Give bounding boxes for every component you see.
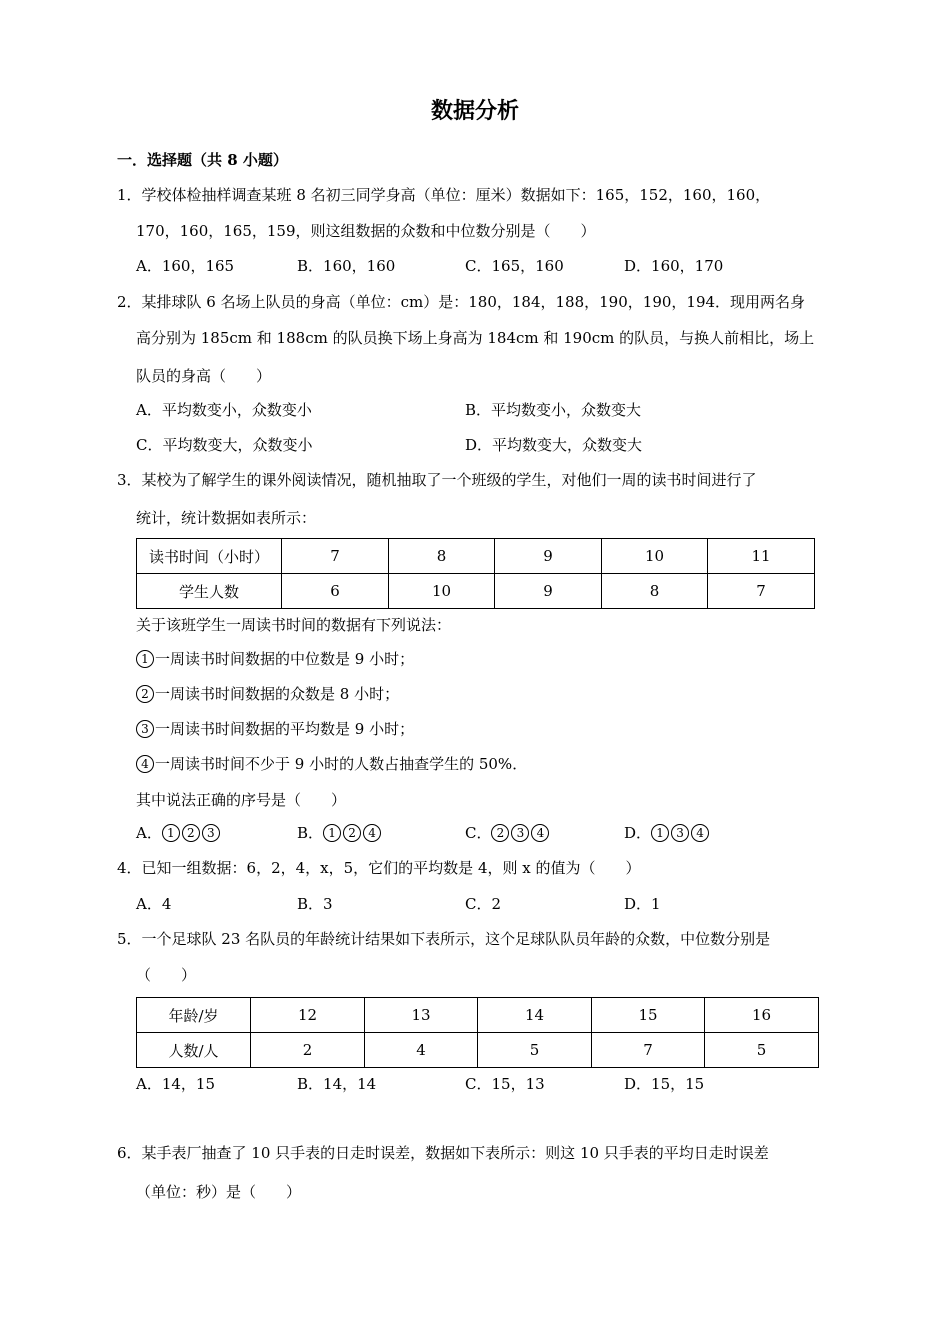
player-age-table — [136, 997, 819, 1068]
table-cell: 9 — [495, 539, 602, 574]
circled-number: 2 — [343, 824, 361, 842]
circled-number: 4 — [531, 824, 549, 842]
option-label: B． — [297, 824, 324, 842]
circled-number: 1 — [162, 824, 180, 842]
option-label: C． — [465, 824, 492, 842]
table-cell: 12 — [251, 998, 365, 1033]
table-cell: 7 — [708, 574, 815, 609]
q5-option-b: B．14，14 — [297, 1075, 377, 1093]
circled-number: 2 — [491, 824, 509, 842]
q1-option-a: A．160，165 — [136, 257, 235, 275]
q1-option-c: C．165，160 — [465, 257, 564, 275]
table-cell: 8 — [602, 574, 708, 609]
q5-text-line1: 5．一个足球队 23 名队员的年龄统计结果如下表所示，这个足球队队员年龄的众数，中位数分别是 — [117, 930, 771, 948]
table-cell: 5 — [705, 1033, 819, 1068]
q3-option-d — [624, 823, 711, 843]
q3-option-b — [297, 823, 383, 843]
circled-number: 3 — [511, 824, 529, 842]
page-title: 数据分析 — [430, 98, 519, 124]
reading-time-table — [136, 538, 815, 609]
q3-option-a — [136, 823, 222, 843]
q3-statement-4 — [136, 754, 527, 774]
q5-option-d: D．15，15 — [624, 1075, 705, 1093]
q1-text-line1: 1．学校体检抽样调查某班 8 名初三同学身高（单位：厘米）数据如下：165，152，160，160， — [117, 186, 771, 204]
statement-text: 一周读书时间数据的中位数是 9 小时； — [155, 650, 415, 668]
q1-option-b: B．160，160 — [297, 257, 396, 275]
statement-text: 一周读书时间数据的平均数是 9 小时； — [155, 720, 415, 738]
table-cell: 15 — [592, 998, 705, 1033]
q5-option-c: C．15，13 — [465, 1075, 545, 1093]
table-cell: 13 — [365, 998, 478, 1033]
circled-number: 1 — [651, 824, 669, 842]
table-cell: 2 — [251, 1033, 365, 1068]
circled-number: 3 — [671, 824, 689, 842]
table-cell: 7 — [592, 1033, 705, 1068]
q3-intro: 关于该班学生一周读书时间的数据有下列说法： — [136, 616, 452, 634]
q5-text-line2: （ ） — [136, 966, 197, 984]
q4-option-a: A．4 — [136, 895, 172, 913]
table-cell: 10 — [389, 574, 495, 609]
q6-text-line2: （单位：秒）是（ ） — [136, 1183, 302, 1201]
q2-option-b: B．平均数变小，众数变大 — [465, 401, 642, 419]
circled-number: 3 — [202, 824, 220, 842]
q1-option-d: D．160，170 — [624, 257, 724, 275]
q3-ask: 其中说法正确的序号是（ ） — [136, 791, 347, 809]
circled-number: 1 — [136, 650, 154, 668]
q2-option-d: D．平均数变大，众数变大 — [465, 436, 643, 454]
circled-number: 4 — [691, 824, 709, 842]
table-cell: 8 — [389, 539, 495, 574]
table-header-cell: 学生人数 — [137, 574, 282, 609]
q4-option-c: C．2 — [465, 895, 502, 913]
circled-number: 3 — [136, 720, 154, 738]
statement-text: 一周读书时间数据的众数是 8 小时； — [155, 685, 400, 703]
table-header-cell: 读书时间（小时） — [137, 539, 282, 574]
table-header-cell: 人数/人 — [137, 1033, 251, 1068]
q3-option-c — [465, 823, 551, 843]
table-cell: 11 — [708, 539, 815, 574]
table-row — [137, 539, 815, 574]
q4-option-b: B．3 — [297, 895, 333, 913]
q1-text-line2: 170，160，165，159，则这组数据的众数和中位数分别是（ ） — [136, 222, 596, 240]
circled-number: 2 — [136, 685, 154, 703]
q6-text-line1: 6．某手表厂抽查了 10 只手表的日走时误差，数据如下表所示：则这 10 只手表的平均日走时误差 — [117, 1144, 769, 1162]
q3-statement-3 — [136, 719, 414, 739]
table-cell: 10 — [602, 539, 708, 574]
table-row — [137, 574, 815, 609]
table-cell: 7 — [282, 539, 389, 574]
table-cell: 16 — [705, 998, 819, 1033]
circled-number: 2 — [182, 824, 200, 842]
section-heading: 一．选择题（共 8 小题） — [117, 151, 288, 169]
table-row — [137, 1033, 819, 1068]
circled-number: 4 — [136, 755, 154, 773]
table-header-cell: 年龄/岁 — [137, 998, 251, 1033]
circled-number: 4 — [363, 824, 381, 842]
q3-statement-1 — [136, 649, 414, 669]
table-cell: 9 — [495, 574, 602, 609]
circled-number: 1 — [323, 824, 341, 842]
q2-option-c: C．平均数变大，众数变小 — [136, 436, 313, 454]
q5-option-a: A．14，15 — [136, 1075, 216, 1093]
q2-text-line1: 2．某排球队 6 名场上队员的身高（单位：cm）是：180，184，188，190，190，194．现用两名身 — [117, 293, 806, 311]
q4-text-line1: 4．已知一组数据：6，2，4，x，5，它们的平均数是 4，则 x 的值为（ ） — [117, 859, 641, 877]
q4-option-d: D．1 — [624, 895, 661, 913]
table-cell: 5 — [478, 1033, 592, 1068]
q3-statement-2 — [136, 684, 399, 704]
table-cell: 4 — [365, 1033, 478, 1068]
q2-text-line2: 高分别为 185cm 和 188cm 的队员换下场上身高为 184cm 和 190cm 的队员，与换人前相比，场上 — [136, 329, 815, 347]
statement-text: 一周读书时间不少于 9 小时的人数占抽查学生的 50%． — [155, 755, 528, 773]
table-cell: 6 — [282, 574, 389, 609]
option-label: D． — [624, 824, 652, 842]
q2-text-line3: 队员的身高（ ） — [136, 367, 272, 385]
table-row — [137, 998, 819, 1033]
q2-option-a: A．平均数变小，众数变小 — [136, 401, 312, 419]
q3-text-line2: 统计，统计数据如表所示： — [136, 509, 317, 527]
table-cell: 14 — [478, 998, 592, 1033]
option-label: A． — [136, 824, 162, 842]
q3-text-line1: 3．某校为了解学生的课外阅读情况，随机抽取了一个班级的学生，对他们一周的读书时间进行了 — [117, 471, 757, 489]
